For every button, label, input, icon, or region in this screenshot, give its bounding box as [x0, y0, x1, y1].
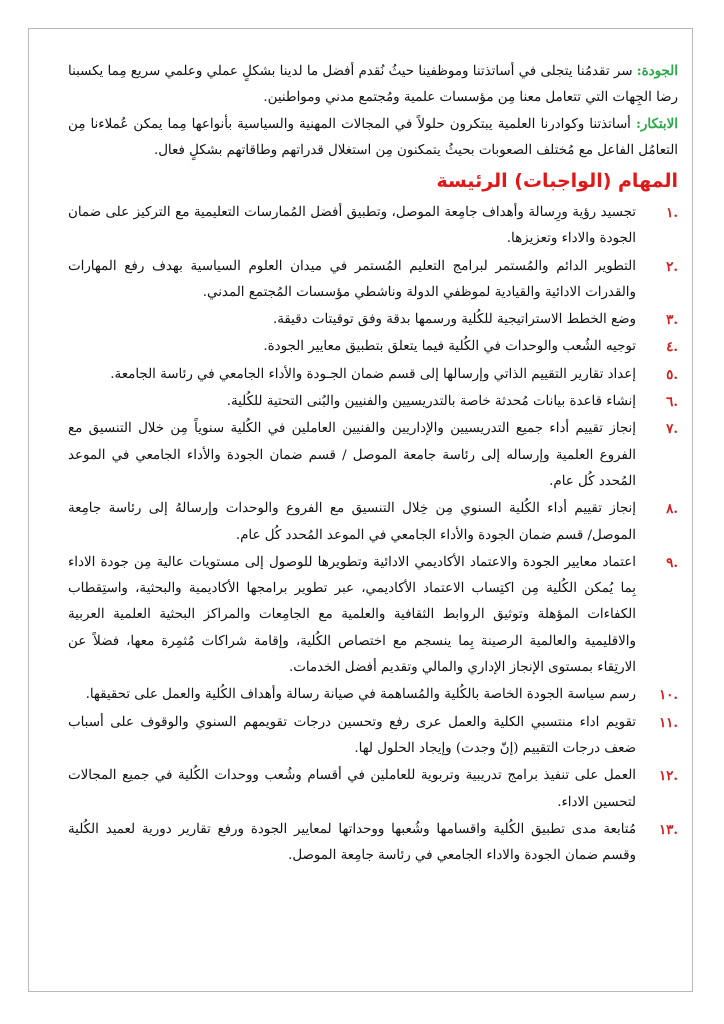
- item-number: .٥: [666, 366, 678, 383]
- quality-text: سر تقدمُنا يتجلى في أساتذتنا وموظفينا حيثُ نُقدم أفضل ما لدينا بشكلٍ عملي وعلمي سريع مِما يكسبنا رضا الجِهات التي تتعامل معنا مِن مؤسسات علمية ومُجتمع مدني ومواطنين.: [68, 64, 678, 105]
- item-text: العمل على تنفيذ برامج تدريبية وتربوية للعاملين في أقسام وشُعب ووحدات الكُلية في جميع المجالات لتحسين الاداء.: [68, 768, 636, 810]
- item-text: اعتماد معايير الجودة والاعتماد الأكاديمي الادائية وتطويرها للوصول إلى مستويات عالية مِن جودة الاداء بِما يُمكن الكُلية مِن اكتِساب الاعتماد الأكاديمي، عبر تطوير برامجها الأكاديمية والبحثية، واستِقطاب الكفاءات المؤهلة وتوثيق الروابط الثقافية والعلمية مع الجامِعات والمراكز البحثية العلمية العربية والاقليمية والعالمية الرصينة بِما ينسجم مع اختصاص الكُلية، وإقامة شراكات مُثمِرة معها، فضلاً عن الارتِقاء بمستوى الإنجاز الإداري والمالي وتقديم أفضل الخدمات.: [68, 554, 636, 676]
- item-number: .١٠: [658, 687, 678, 704]
- item-text: تقويم اداء منتسبي الكلية والعمل عرى رفع وتحسين درجات تقويمهم السنوي والوقوف على أسباب ضعف درجات التقييم (إنّ وجدت) وإيجاد الحلول لها.: [68, 714, 636, 756]
- quality-term: الجودة:: [636, 63, 678, 79]
- innovation-term: الابتكار:: [635, 116, 678, 132]
- innovation-paragraph: [68, 111, 678, 164]
- item-number: .٨: [666, 501, 678, 518]
- item-text: إنجاز تقييم أداء الكُلية السنوي مِن خِلال التنسيق مع الفروع والوحدات وإرسالهُ إلى رئاسة جامِعة الموصل/ قسم ضمان الجودة والأداء الجامعي في الموعد المُحدد كُل عام.: [68, 501, 636, 543]
- item-number: .١١: [658, 714, 678, 731]
- list-item: [68, 416, 678, 495]
- list-item: [68, 307, 678, 333]
- document-body: [68, 58, 678, 870]
- list-item: [68, 550, 678, 681]
- list-item: [68, 763, 678, 816]
- item-text: إعداد تقارير التقييم الذاتي وإرسالها إلى قسم ضمان الجـودة والأداء الجامعي في رئاسة الجامعة.: [110, 366, 636, 382]
- innovation-text: أساتذتنا وكوادرنا العلمية يبتكرون حلولاً في المجالات المهنية والسياسية بأنواعها مِما يمكن عُملاءنا مِن التعامُل الفاعل مع مُختلف الصعوبات بحيثُ يتمكنون مِن استغلال قدراتهم وطاقاتهم بشكلٍ فعال.: [68, 117, 678, 158]
- list-item: [68, 682, 678, 708]
- item-text: رسم سياسة الجودة الخاصة بالكُلية والمُساهمة في صيانة رسالة وأهداف الكُلية والعمل على تحقيقها.: [85, 687, 636, 703]
- item-text: توجيه الشُعب والوحدات في الكُلية فيما يتعلق بتطبيق معايير الجودة.: [263, 339, 636, 355]
- section-title: المهام (الواجبات) الرئيسة: [436, 170, 678, 192]
- list-item: [68, 200, 678, 253]
- list-item: [68, 710, 678, 763]
- item-text: إنشاء قاعدة بيانات مُحدثة خاصة بالتدريسيين والفنيين والبُنى التحتية للكُلية.: [226, 394, 636, 410]
- item-text: وضع الخطط الاستراتيجية للكُلية ورسمها بدقة وفق توقيتات دقيقة.: [272, 312, 636, 328]
- item-number: .٣: [666, 312, 678, 329]
- item-text: التطوير الدائم والمُستمر لبرامج التعليم المُستمر في ميدان العلوم السياسية بهدف رفع المهارات والقدرات الادائية والقيادية لموظفي الدولة وناشطي مؤسسات المُجتمع المدني.: [68, 258, 636, 300]
- item-number: .٩: [666, 554, 678, 571]
- list-item: [68, 362, 678, 388]
- quality-paragraph: [68, 58, 678, 111]
- list-item: [68, 496, 678, 549]
- item-text: مُتابعة مدى تطبيق الكُلية واقسامها وشُعبها ووحداتها لمعايير الجودة ورفع تقارير دورية لعميد الكُلية وقسم ضمان الجودة والاداء الجامعي في رئاسة جامِعة الموصل.: [68, 821, 636, 864]
- list-item: [68, 817, 678, 870]
- list-item: [68, 334, 678, 360]
- item-number: .١٢: [658, 768, 678, 785]
- item-number: .١: [666, 205, 678, 221]
- item-text: تجسيد رؤية ورِسالة وأهداف جامِعة الموصل، وتطبيق أفضل المُمارسات التعليمية مع التركيز على ضمان الجودة والاداء وتعزيزها.: [68, 205, 636, 247]
- item-number: .٤: [666, 339, 678, 356]
- item-number: .٦: [666, 394, 678, 411]
- item-number: .٧: [666, 421, 678, 438]
- list-item: [68, 389, 678, 415]
- item-number: .١٣: [658, 821, 678, 838]
- tasks-list: [68, 200, 678, 869]
- item-text: إنجاز تقييم أداء جميع التدريسيين والإداريين والفنيين العاملين في الكُلية سنوياً مِن خلال التنسيق مع الفروع العلمية وإرساله إلى رئاسة جامعة الموصل / قسم ضمان الجودة والأداء الجامعي في الموعد المُحدد كُل عام.: [68, 421, 636, 489]
- item-number: .٢: [666, 258, 678, 275]
- list-item: [68, 254, 678, 307]
